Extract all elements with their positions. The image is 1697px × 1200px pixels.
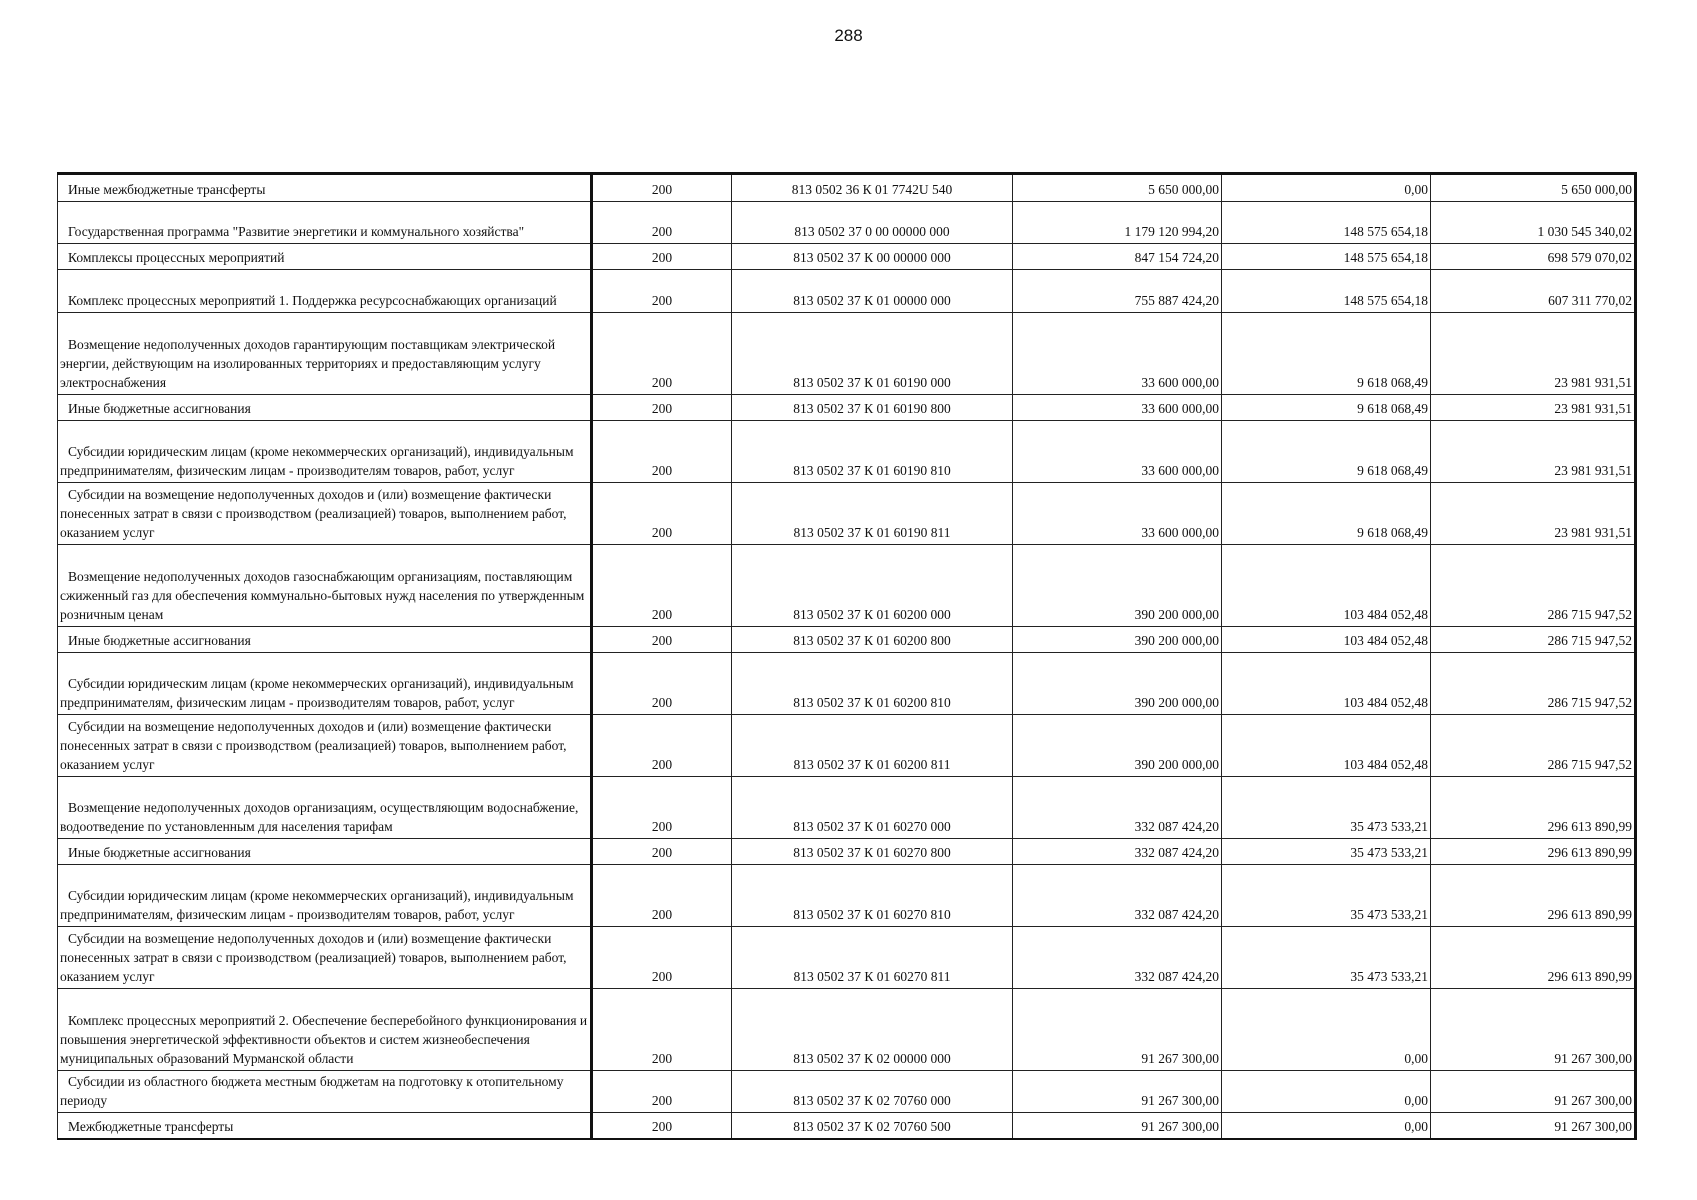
row-amount-remaining: 296 613 890,99 (1431, 927, 1636, 989)
row-amount-executed: 35 473 533,21 (1222, 839, 1431, 865)
row-amount-executed: 148 575 654,18 (1222, 270, 1431, 313)
table-row (58, 777, 1636, 839)
row-amount-approved: 33 600 000,00 (1013, 395, 1222, 421)
table-row (58, 989, 1636, 1071)
row-amount-approved: 33 600 000,00 (1013, 483, 1222, 545)
table-row (58, 244, 1636, 270)
row-code: 200 (592, 395, 732, 421)
row-amount-remaining: 286 715 947,52 (1431, 715, 1636, 777)
row-classification-code: 813 0502 37 К 01 60200 811 (732, 715, 1013, 777)
row-amount-remaining: 23 981 931,51 (1431, 421, 1636, 483)
row-description: Субсидии на возмещение недополученных доходов и (или) возмещение фактически понесенных затрат в связи с производством (реализацией) товаров, выполнением работ, оказанием услуг (58, 483, 592, 545)
row-code: 200 (592, 715, 732, 777)
row-amount-executed: 9 618 068,49 (1222, 483, 1431, 545)
row-amount-executed: 35 473 533,21 (1222, 777, 1431, 839)
row-amount-approved: 847 154 724,20 (1013, 244, 1222, 270)
row-amount-approved: 390 200 000,00 (1013, 627, 1222, 653)
table-row (58, 313, 1636, 395)
table-row (58, 653, 1636, 715)
row-code: 200 (592, 1071, 732, 1113)
table-row (58, 627, 1636, 653)
row-code: 200 (592, 545, 732, 627)
row-amount-approved: 390 200 000,00 (1013, 715, 1222, 777)
row-amount-executed: 103 484 052,48 (1222, 627, 1431, 653)
row-code: 200 (592, 1113, 732, 1139)
row-amount-approved: 91 267 300,00 (1013, 1113, 1222, 1139)
table-row (58, 865, 1636, 927)
row-amount-approved: 332 087 424,20 (1013, 839, 1222, 865)
row-amount-approved: 755 887 424,20 (1013, 270, 1222, 313)
row-code: 200 (592, 927, 732, 989)
row-classification-code: 813 0502 37 К 01 60190 811 (732, 483, 1013, 545)
row-amount-approved: 91 267 300,00 (1013, 989, 1222, 1071)
row-amount-executed: 0,00 (1222, 174, 1431, 202)
row-amount-approved: 33 600 000,00 (1013, 421, 1222, 483)
row-classification-code: 813 0502 37 0 00 00000 000 (732, 202, 1013, 244)
row-amount-executed: 103 484 052,48 (1222, 545, 1431, 627)
row-amount-remaining: 23 981 931,51 (1431, 313, 1636, 395)
row-description: Межбюджетные трансферты (58, 1113, 592, 1139)
row-description: Иные бюджетные ассигнования (58, 395, 592, 421)
row-code: 200 (592, 270, 732, 313)
row-classification-code: 813 0502 37 К 01 60270 810 (732, 865, 1013, 927)
row-amount-executed: 35 473 533,21 (1222, 865, 1431, 927)
row-code: 200 (592, 989, 732, 1071)
row-amount-remaining: 286 715 947,52 (1431, 653, 1636, 715)
row-description: Комплексы процессных мероприятий (58, 244, 592, 270)
row-amount-executed: 103 484 052,48 (1222, 653, 1431, 715)
row-description: Субсидии из областного бюджета местным бюджетам на подготовку к отопительному периоду (58, 1071, 592, 1113)
row-amount-remaining: 91 267 300,00 (1431, 1113, 1636, 1139)
row-description: Субсидии юридическим лицам (кроме некоммерческих организаций), индивидуальным предпринимателям, физическим лицам - производителям товаров, работ, услуг (58, 421, 592, 483)
row-amount-executed: 9 618 068,49 (1222, 395, 1431, 421)
row-code: 200 (592, 777, 732, 839)
row-description: Иные бюджетные ассигнования (58, 627, 592, 653)
row-description: Субсидии на возмещение недополученных доходов и (или) возмещение фактически понесенных затрат в связи с производством (реализацией) товаров, выполнением работ, оказанием услуг (58, 927, 592, 989)
row-classification-code: 813 0502 36 К 01 7742U 540 (732, 174, 1013, 202)
row-classification-code: 813 0502 37 К 00 00000 000 (732, 244, 1013, 270)
row-classification-code: 813 0502 37 К 01 60270 811 (732, 927, 1013, 989)
row-amount-executed: 0,00 (1222, 989, 1431, 1071)
table-row (58, 421, 1636, 483)
row-description: Субсидии юридическим лицам (кроме некоммерческих организаций), индивидуальным предпринимателям, физическим лицам - производителям товаров, работ, услуг (58, 865, 592, 927)
row-code: 200 (592, 202, 732, 244)
table-row (58, 927, 1636, 989)
row-amount-remaining: 607 311 770,02 (1431, 270, 1636, 313)
row-code: 200 (592, 313, 732, 395)
row-classification-code: 813 0502 37 К 01 60200 000 (732, 545, 1013, 627)
row-amount-executed: 9 618 068,49 (1222, 421, 1431, 483)
row-amount-executed: 148 575 654,18 (1222, 244, 1431, 270)
row-classification-code: 813 0502 37 К 01 60270 000 (732, 777, 1013, 839)
row-amount-executed: 148 575 654,18 (1222, 202, 1431, 244)
row-code: 200 (592, 483, 732, 545)
table-row (58, 483, 1636, 545)
row-description: Субсидии на возмещение недополученных доходов и (или) возмещение фактически понесенных затрат в связи с производством (реализацией) товаров, выполнением работ, оказанием услуг (58, 715, 592, 777)
row-amount-approved: 332 087 424,20 (1013, 865, 1222, 927)
row-amount-executed: 103 484 052,48 (1222, 715, 1431, 777)
row-description: Возмещение недополученных доходов организациям, осуществляющим водоснабжение, водоотведение по установленным для населения тарифам (58, 777, 592, 839)
budget-table (57, 172, 1637, 1140)
row-amount-remaining: 23 981 931,51 (1431, 483, 1636, 545)
table-row (58, 395, 1636, 421)
table-row (58, 545, 1636, 627)
row-code: 200 (592, 244, 732, 270)
row-amount-remaining: 286 715 947,52 (1431, 627, 1636, 653)
row-amount-remaining: 91 267 300,00 (1431, 1071, 1636, 1113)
row-code: 200 (592, 421, 732, 483)
row-amount-executed: 35 473 533,21 (1222, 927, 1431, 989)
row-amount-remaining: 698 579 070,02 (1431, 244, 1636, 270)
row-amount-executed: 0,00 (1222, 1113, 1431, 1139)
row-classification-code: 813 0502 37 К 01 60270 800 (732, 839, 1013, 865)
row-amount-executed: 0,00 (1222, 1071, 1431, 1113)
row-classification-code: 813 0502 37 К 01 60200 800 (732, 627, 1013, 653)
row-code: 200 (592, 653, 732, 715)
row-amount-remaining: 296 613 890,99 (1431, 839, 1636, 865)
row-amount-remaining: 91 267 300,00 (1431, 989, 1636, 1071)
row-description: Иные межбюджетные трансферты (58, 174, 592, 202)
row-amount-approved: 332 087 424,20 (1013, 927, 1222, 989)
row-amount-approved: 390 200 000,00 (1013, 653, 1222, 715)
table-row (58, 1113, 1636, 1139)
row-amount-approved: 332 087 424,20 (1013, 777, 1222, 839)
row-description: Иные бюджетные ассигнования (58, 839, 592, 865)
row-description: Государственная программа "Развитие энергетики и коммунального хозяйства" (58, 202, 592, 244)
row-amount-remaining: 296 613 890,99 (1431, 777, 1636, 839)
row-classification-code: 813 0502 37 К 01 00000 000 (732, 270, 1013, 313)
row-amount-approved: 33 600 000,00 (1013, 313, 1222, 395)
page-number: 288 (834, 26, 863, 45)
row-description: Возмещение недополученных доходов гарантирующим поставщикам электрической энергии, действующим на изолированных территориях и предоставляющим услугу электроснабжения (58, 313, 592, 395)
row-amount-executed: 9 618 068,49 (1222, 313, 1431, 395)
row-description: Возмещение недополученных доходов газоснабжающим организациям, поставляющим сжиженный газ для обеспечения коммунально-бытовых нужд населения по утвержденным розничным ценам (58, 545, 592, 627)
row-classification-code: 813 0502 37 К 01 60190 000 (732, 313, 1013, 395)
row-amount-approved: 390 200 000,00 (1013, 545, 1222, 627)
row-amount-remaining: 23 981 931,51 (1431, 395, 1636, 421)
row-amount-approved: 5 650 000,00 (1013, 174, 1222, 202)
row-code: 200 (592, 174, 732, 202)
row-classification-code: 813 0502 37 К 02 00000 000 (732, 989, 1013, 1071)
row-classification-code: 813 0502 37 К 02 70760 000 (732, 1071, 1013, 1113)
table-row (58, 270, 1636, 313)
row-amount-approved: 91 267 300,00 (1013, 1071, 1222, 1113)
table-row (58, 174, 1636, 202)
row-classification-code: 813 0502 37 К 01 60190 800 (732, 395, 1013, 421)
row-classification-code: 813 0502 37 К 01 60200 810 (732, 653, 1013, 715)
row-classification-code: 813 0502 37 К 02 70760 500 (732, 1113, 1013, 1139)
row-code: 200 (592, 627, 732, 653)
table-row (58, 202, 1636, 244)
row-description: Субсидии юридическим лицам (кроме некоммерческих организаций), индивидуальным предпринимателям, физическим лицам - производителям товаров, работ, услуг (58, 653, 592, 715)
row-code: 200 (592, 865, 732, 927)
row-classification-code: 813 0502 37 К 01 60190 810 (732, 421, 1013, 483)
row-description: Комплекс процессных мероприятий 2. Обеспечение бесперебойного функционирования и повышения энергетической эффективности объектов и систем жизнеобеспечения муниципальных образований Мурманской области (58, 989, 592, 1071)
row-amount-remaining: 286 715 947,52 (1431, 545, 1636, 627)
row-amount-remaining: 5 650 000,00 (1431, 174, 1636, 202)
table-row (58, 715, 1636, 777)
row-description: Комплекс процессных мероприятий 1. Поддержка ресурсоснабжающих организаций (58, 270, 592, 313)
row-code: 200 (592, 839, 732, 865)
table-row (58, 1071, 1636, 1113)
row-amount-approved: 1 179 120 994,20 (1013, 202, 1222, 244)
table-row (58, 839, 1636, 865)
row-amount-remaining: 1 030 545 340,02 (1431, 202, 1636, 244)
row-amount-remaining: 296 613 890,99 (1431, 865, 1636, 927)
